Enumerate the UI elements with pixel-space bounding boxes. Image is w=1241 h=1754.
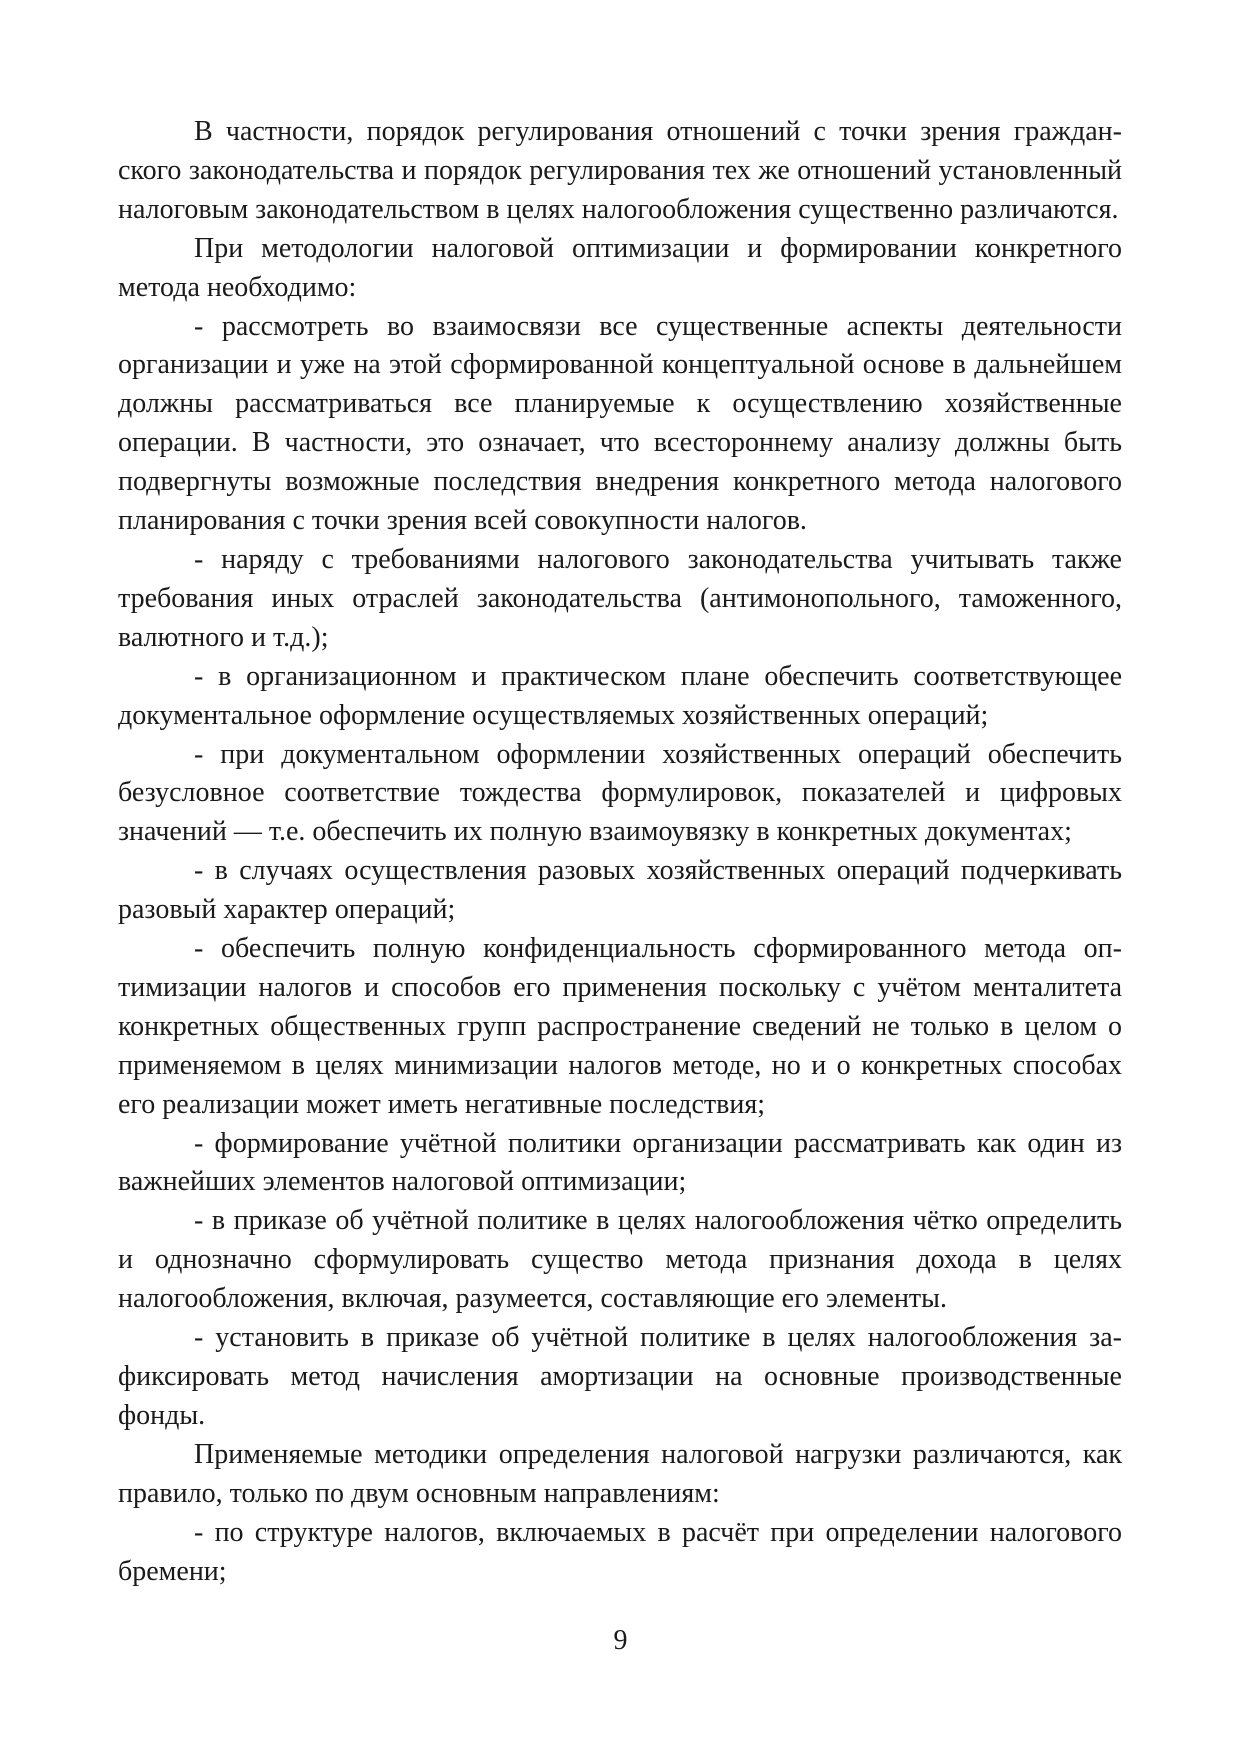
paragraph-7: - в случаях осуществления разовых хозяйственных операций подчеркивать разовый характер операций; [118,855,1122,926]
paragraph-5: - в организационном и практическом плане обеспечить соответствующее документальное оформление осуществляемых хозяйственных операций; [118,660,1122,731]
paragraph-3: - рассмотреть во взаимосвязи все существенные аспекты деятельности организации и уже на этой сформированной концептуальной основе в дальнейшем должны рассматриваться все планируемые к осуществлению хозяйственные операции. В частности, это означает, что всестороннему анализу должны быть подвергнуты возможные последствия внедрения конкретного метода налогового планирования с точки зрения всей совокупности налогов. [118,310,1122,537]
page-number: 9 [613,1625,628,1656]
paragraph-11: - установить в приказе об учётной политике в целях налогообложения зафиксировать метод начисления амортизации на основные производственные фонды. [118,1322,1122,1431]
paragraph-12: Применяемые методики определения налоговой нагрузки различаются, как правило, только по двум основным направлениям: [118,1438,1122,1509]
paragraph-13: - по структуре налогов, включаемых в расчёт при определении налогового бремени; [118,1516,1122,1587]
paragraph-10: - в приказе об учётной политике в целях налогообложения чётко определить и однозначно сформулировать существо метода признания дохода в целях налогообложения, включая, разумеется, составляющие его элементы. [118,1205,1122,1315]
paragraph-2: При методологии налоговой оптимизации и формировании конкретного метода необходимо: [118,232,1122,303]
paragraph-1: В частности, порядок регулирования отношений с точки зрения гражданского законодательства и порядок регулирования тех же отношений установленный налоговым законодательством в целях налогообложения существенно различаются. [118,116,1122,225]
paragraph-4: - наряду с требованиями налогового законодательства учитывать также требования иных отраслей законодательства (антимонопольного, таможенного, валютного и т.д.); [118,543,1122,653]
paragraph-8: - обеспечить полную конфиденциальность сформированного метода оптимизации налогов и способов его применения поскольку с учётом менталитета конкретных общественных групп распространение сведений не только в целом о применяемом в целях минимизации налогов методе, но и о конкретных способах его реализации может иметь негативные последствия; [118,933,1122,1120]
paragraph-9: - формирование учётной политики организации рассматривать как один из важнейших элементов налоговой оптимизации; [118,1127,1122,1198]
paragraph-6: - при документальном оформлении хозяйственных операций обеспечить безусловное соответствие тождества формулировок, показателей и цифровых значений — т.е. обеспечить их полную взаимоувязку в конкретных документах; [118,738,1122,848]
page-body [118,113,1122,1591]
